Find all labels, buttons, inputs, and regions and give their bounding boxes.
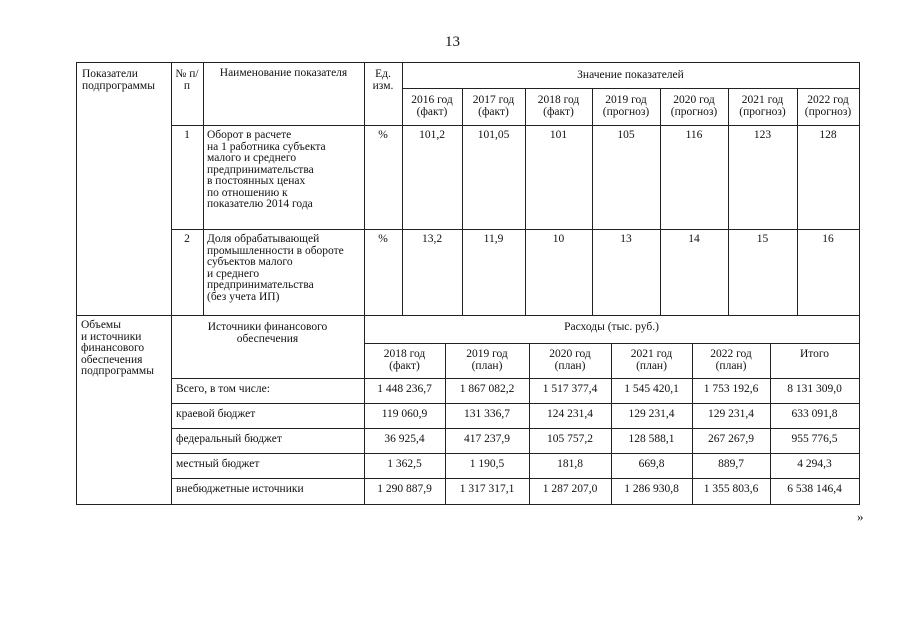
indicator-value: 11,9 (483, 233, 504, 245)
year-note-4: (прогноз) (670, 106, 718, 118)
indicator-value: 123 (753, 129, 772, 141)
row-unit: % (378, 129, 388, 141)
grid-line (770, 343, 771, 504)
expense-value: 128 588,1 (628, 433, 675, 445)
bottom-year-note-2: (план) (554, 360, 586, 372)
expense-value: 633 091,8 (791, 408, 838, 420)
expense-value: 6 538 146,4 (787, 483, 842, 495)
grid-line (797, 88, 798, 315)
year-note-1: (факт) (478, 106, 509, 118)
financing-label-line: подпрограммы (81, 365, 154, 377)
expense-value: 129 231,4 (708, 408, 754, 420)
header-expenses: Расходы (тыс. руб.) (564, 321, 659, 333)
closing-quote: » (857, 509, 864, 524)
year-note-3: (прогноз) (602, 106, 650, 118)
row-number: 2 (184, 233, 190, 245)
bottom-row-line (171, 403, 859, 404)
top-table-bottom-line (76, 315, 859, 316)
expense-value: 1 287 207,0 (542, 483, 598, 495)
indicator-value: 16 (822, 233, 834, 245)
grid-line (525, 88, 526, 315)
source-name: Всего, в том числе: (176, 383, 270, 395)
row-1-bottom-line (171, 229, 859, 230)
bottom-year-note-4: (план) (715, 360, 747, 372)
expense-value: 181,8 (557, 458, 583, 470)
indicator-name-line: предпринимательства (207, 279, 314, 291)
expense-value: 4 294,3 (797, 458, 832, 470)
indicator-name-line: (без учета ИП) (207, 290, 280, 303)
expense-value: 129 231,4 (628, 408, 675, 420)
header-bottom-line (171, 125, 859, 126)
bottom-year-header-2: 2020 год (549, 348, 591, 360)
expense-value: 1 290 887,9 (377, 483, 432, 495)
year-header-3: 2019 год (605, 94, 647, 106)
bottom-row-line (76, 504, 859, 505)
indicator-value: 128 (819, 129, 837, 141)
header-unit: Ед. изм. (372, 68, 394, 92)
indicator-name-line: промышленности в обороте (207, 244, 344, 257)
grid-line (203, 62, 204, 315)
year-note-6: (прогноз) (804, 106, 852, 118)
bottom-year-note-1: (план) (471, 360, 503, 372)
expense-value: 955 776,5 (791, 433, 838, 445)
expense-value: 1 362,5 (387, 458, 422, 470)
indicator-value: 116 (685, 129, 703, 141)
indicator-value: 101,2 (419, 129, 445, 141)
header-total: Итого (799, 348, 830, 360)
expense-value: 669,8 (638, 458, 665, 470)
expense-value: 1 753 192,6 (703, 383, 759, 395)
header-indicators: Показатели подпрограммы (82, 68, 155, 92)
row-number: 1 (184, 129, 190, 141)
bottom-row-line (171, 428, 859, 429)
indicator-name-line: предпринимательства (207, 163, 314, 176)
indicator-name-line: в постоянных ценах (207, 175, 306, 187)
indicator-name-line: показателю 2014 года (207, 198, 313, 210)
expense-value: 105 757,2 (547, 433, 593, 445)
right-border (859, 62, 860, 505)
expense-value: 267 267,9 (708, 433, 754, 445)
expense-value: 889,7 (718, 458, 744, 470)
indicator-value: 13,2 (421, 233, 443, 245)
year-note-2: (факт) (543, 106, 574, 118)
grid-line (171, 62, 172, 315)
expense-value: 119 060,9 (381, 408, 428, 420)
grid-line (728, 88, 729, 315)
left-border (76, 62, 77, 505)
bottom-year-header-1: 2019 год (466, 348, 508, 360)
expense-value: 1 448 236,7 (377, 383, 432, 395)
grid-line (364, 62, 365, 315)
year-header-1: 2017 год (472, 94, 515, 106)
indicator-value: 13 (620, 233, 632, 245)
expense-value: 1 355 803,6 (703, 483, 759, 495)
indicator-name-line: субъектов малого (207, 256, 293, 268)
year-header-6: 2022 год (807, 94, 849, 106)
financing-label-line: и источники (81, 330, 142, 343)
expense-value: 36 925,4 (384, 433, 425, 445)
bottom-row-line (171, 478, 859, 479)
indicator-name-line: и среднего (207, 267, 260, 280)
bottom-year-note-0: (факт) (389, 360, 420, 372)
indicator-name-line: на 1 работника субъекта (207, 140, 326, 153)
source-name: местный бюджет (176, 458, 260, 470)
bottom-year-header-0: 2018 год (383, 348, 426, 360)
indicator-name-line: по отношению к (207, 186, 288, 199)
page-number: 13 (445, 34, 460, 50)
expense-value: 8 131 309,0 (787, 383, 842, 395)
expense-value: 124 231,4 (547, 408, 593, 420)
bottom-year-header-3: 2021 год (630, 348, 673, 360)
indicator-value: 14 (688, 233, 700, 245)
financing-label-line: Объемы (81, 319, 121, 331)
bottom-header-line (171, 378, 859, 379)
header-sources: Источники финансового обеспечения (207, 321, 328, 345)
values-header-line (402, 88, 859, 89)
row-unit: % (378, 233, 388, 245)
source-name: федеральный бюджет (176, 433, 282, 445)
indicator-value: 10 (552, 233, 565, 245)
expense-value: 1 517 377,4 (542, 383, 598, 395)
year-note-0: (факт) (416, 106, 448, 118)
grid-line (592, 88, 593, 315)
expense-value: 417 237,9 (464, 433, 510, 445)
year-header-0: 2016 год (411, 94, 453, 106)
year-header-2: 2018 год (537, 94, 580, 106)
year-note-5: (прогноз) (739, 106, 786, 118)
year-header-5: 2021 год (741, 94, 784, 106)
grid-line (660, 88, 661, 315)
year-header-4: 2020 год (673, 94, 715, 106)
header-name: Наименование показателя (219, 67, 348, 79)
indicator-value: 105 (617, 129, 635, 141)
source-name: краевой бюджет (176, 408, 256, 420)
indicator-name-line: Доля обрабатывающей (207, 233, 320, 245)
header-number: № п/п (175, 68, 199, 92)
expense-value: 1 545 420,1 (624, 383, 679, 395)
bottom-year-header-4: 2022 год (710, 348, 752, 360)
financing-label-line: финансового (81, 342, 145, 354)
expense-value: 1 190,5 (469, 458, 505, 470)
indicator-value: 15 (756, 233, 769, 245)
source-name: внебюджетные источники (176, 483, 304, 495)
header-values: Значение показателей (577, 69, 684, 81)
indicator-value: 101,05 (477, 129, 510, 141)
expense-value: 1 317 317,1 (459, 483, 515, 495)
expense-value: 1 867 082,2 (459, 383, 515, 395)
bottom-row-line (171, 453, 859, 454)
indicator-name-line: малого и среднего (207, 152, 297, 164)
grid-line (462, 88, 463, 315)
bottom-year-note-3: (план) (636, 360, 667, 372)
financing-label-line: обеспечения (81, 353, 143, 366)
top-border (76, 62, 859, 63)
indicator-name-line: Оборот в расчете (207, 129, 292, 141)
indicator-value: 101 (549, 129, 568, 141)
expense-value: 131 336,7 (464, 408, 510, 420)
expense-value: 1 286 930,8 (624, 483, 679, 495)
